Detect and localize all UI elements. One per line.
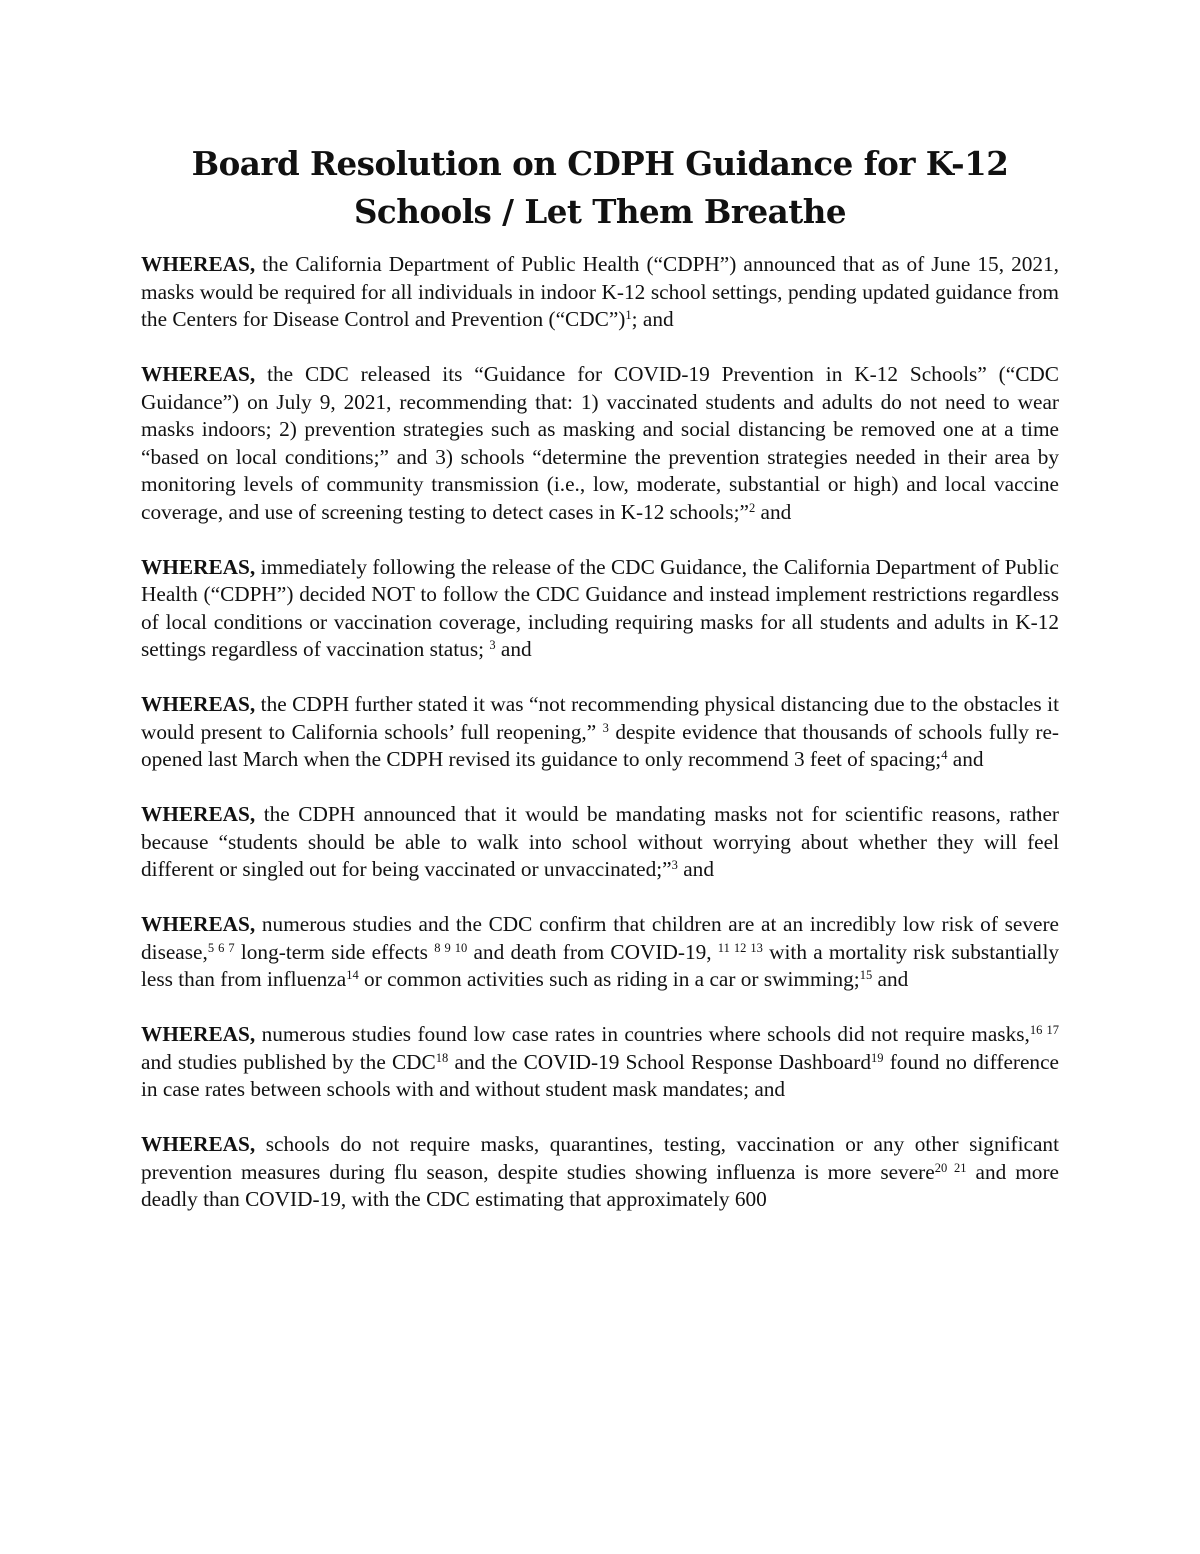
whereas-keyword: WHEREAS, <box>141 554 256 579</box>
footnote-reference: 8 9 10 <box>434 940 468 955</box>
footnote-reference: 5 6 7 <box>207 940 235 955</box>
title-line-2: Schools / Let Them Breathe <box>353 192 847 231</box>
footnote-reference: 3 <box>489 638 496 652</box>
paragraph-text: the CDPH further stated it was “not recommending physical distancing due to the obstacles it would present to California schools’ full reopening,” <box>141 692 1059 744</box>
title-line-1: Board Resolution on CDPH Guidance for K-12 <box>191 144 1009 183</box>
paragraph-text: and <box>947 747 984 771</box>
paragraph-text: despite evidence that thousands of schools fully re-opened last March when the CDPH revised its guidance to only recommend 3 feet of spacing; <box>141 719 1059 771</box>
whereas-keyword: WHEREAS, <box>141 802 256 826</box>
footnote-reference: 18 <box>435 1050 449 1065</box>
paragraph-text: ; and <box>631 307 674 331</box>
footnote-reference: 16 17 <box>1029 1023 1059 1037</box>
whereas-keyword: WHEREAS, <box>141 1022 256 1046</box>
paragraph-text: schools do not require masks, quarantines, testing, vaccination or any other significant prevention measures during flu season, despite studies showing influenza is more severe <box>141 1132 1059 1184</box>
footnote-reference: 1 <box>625 308 632 322</box>
paragraph-text: the California Department of Public Health (“CDPH”) announced that as of June 15, 2021, masks would be required for all individuals in indoor K-12 school settings, pending updated guidance from the Centers for Disease Control and Prevention (“CDC”) <box>141 252 1059 331</box>
footnote-reference: 4 <box>941 748 948 762</box>
footnote-reference: 19 <box>871 1050 884 1065</box>
whereas-keyword: WHEREAS, <box>141 362 256 386</box>
paragraph-text: the CDPH announced that it would be mandating masks not for scientific reasons, rather because “students should be able to walk into school without worrying about whether they will feel different or singled out for being vaccinated or unvaccinated;” <box>141 802 1059 881</box>
paragraph-text: found no difference in case rates between schools with and without student mask mandates; and <box>141 1049 1059 1101</box>
paragraph-text: and more deadly than COVID-19, with the CDC estimating that approximately 600 <box>141 1159 1060 1211</box>
footnote-reference: 11 12 13 <box>717 940 763 955</box>
paragraph-text: with a mortality risk substantially less than from influenza <box>141 939 1060 991</box>
footnote-reference: 20 21 <box>934 1160 967 1175</box>
document-page <box>141 140 1059 1241</box>
whereas-paragraph <box>141 801 1059 884</box>
paragraph-text: and <box>755 499 792 524</box>
footnote-reference: 15 <box>859 968 873 982</box>
paragraph-text: and death from COVID-19, <box>467 939 718 964</box>
whereas-paragraph <box>141 911 1059 994</box>
whereas-keyword: WHEREAS, <box>141 912 256 936</box>
paragraph-text: and <box>872 967 909 991</box>
whereas-paragraph <box>141 1021 1059 1104</box>
document-title <box>141 140 1059 236</box>
paragraph-text: and <box>677 857 714 881</box>
whereas-keyword: WHEREAS, <box>141 692 256 716</box>
paragraph-text: immediately following the release of the CDC Guidance, the California Department of Public Health (“CDPH”) decided NOT to follow the CDC Guidance and instead implement restrictions regardless of local conditions or vaccination coverage, including requiring masks for all students and adults in K-12 settings regardless of vaccination status; <box>141 554 1059 661</box>
paragraph-text: and <box>495 637 532 661</box>
paragraph-text: the CDC released its “Guidance for COVID-19 Prevention in K-12 Schools” (“CDC Guidance”) on July 9, 2021, recommending that: 1) vaccinated students and adults do not need to wear masks indoors; 2) prevention strategies such as masking and social distancing be removed one at a time “based on local conditions;” and 3) schools “determine the prevention strategies needed in their area by monitoring levels of community transmission (i.e., low, moderate, substantial or high) and local vaccine coverage, and use of screening testing to detect cases in K-12 schools;” <box>141 362 1059 524</box>
whereas-keyword: WHEREAS, <box>141 1132 256 1156</box>
paragraph-text: numerous studies found low case rates in countries where schools did not require masks, <box>255 1022 1030 1046</box>
paragraph-text: long-term side effects <box>234 939 435 964</box>
paragraph-text: and studies published by the CDC <box>141 1049 436 1074</box>
footnote-reference: 2 <box>748 500 756 515</box>
whereas-paragraph <box>141 361 1059 526</box>
footnote-reference: 3 <box>671 858 678 872</box>
whereas-keyword: WHEREAS, <box>141 252 256 276</box>
footnote-reference: 14 <box>346 968 359 982</box>
paragraph-text: numerous studies and the CDC confirm that children are at an incredibly low risk of severe disease, <box>141 912 1059 964</box>
whereas-paragraph <box>141 251 1059 334</box>
whereas-paragraph <box>141 691 1059 774</box>
whereas-paragraph <box>141 554 1059 664</box>
paragraph-text: and the COVID-19 School Response Dashboard <box>448 1049 872 1074</box>
footnote-reference: 3 <box>602 720 609 735</box>
resolution-body <box>141 251 1059 1214</box>
whereas-paragraph <box>141 1131 1059 1214</box>
paragraph-text: or common activities such as riding in a car or swimming; <box>358 967 860 991</box>
